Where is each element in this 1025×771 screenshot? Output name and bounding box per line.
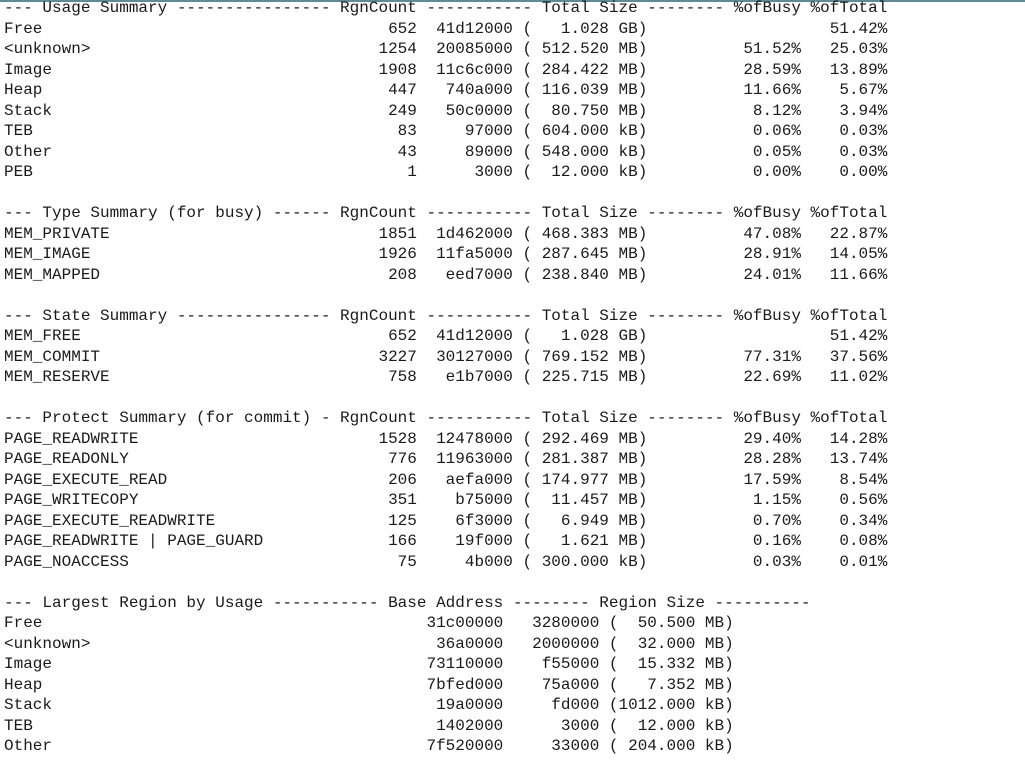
- table-row: PAGE_READWRITE | PAGE_GUARD 166 19f000 ( 1.621 MB) 0.16% 0.08%: [4, 532, 888, 550]
- table-row: Image 1908 11c6c000 ( 284.422 MB) 28.59% 13.89%: [4, 60, 888, 79]
- section-type-summary: [4, 203, 887, 285]
- table-row: Other 43 89000 ( 548.000 kB) 0.05% 0.03%: [4, 142, 888, 161]
- table-row: TEB 83 97000 ( 604.000 kB) 0.06% 0.03%: [4, 122, 888, 140]
- table-row: Image 73110000 f55000 ( 15.332 MB): [4, 655, 734, 673]
- table-row: PAGE_WRITECOPY 351 b75000 ( 11.457 MB) 1.15% 0.56%: [4, 491, 888, 509]
- table-row: PAGE_EXECUTE_READ 206 aefa000 ( 174.977 MB) 17.59% 8.54%: [4, 470, 888, 489]
- table-row: Free 652 41d12000 ( 1.028 GB) 51.42%: [4, 19, 888, 38]
- table-row: PEB 1 3000 ( 12.000 kB) 0.00% 0.00%: [4, 163, 888, 181]
- table-row: PAGE_NOACCESS 75 4b000 ( 300.000 kB) 0.03% 0.01%: [4, 552, 888, 571]
- table-row: MEM_IMAGE 1926 11fa5000 ( 287.645 MB) 28.91% 14.05%: [4, 245, 888, 263]
- table-row: <unknown> 1254 20085000 ( 512.520 MB) 51.52% 25.03%: [4, 40, 888, 58]
- table-row: <unknown> 36a0000 2000000 ( 32.000 MB): [4, 634, 734, 653]
- table-row: Stack 19a0000 fd000 (1012.000 kB): [4, 696, 734, 714]
- debugger-output-pane[interactable]: [4, 0, 887, 757]
- table-row: Stack 249 50c0000 ( 80.750 MB) 8.12% 3.94%: [4, 101, 888, 120]
- section-header: --- Largest Region by Usage ----------- Base Address -------- Region Size ----------: [4, 593, 811, 612]
- table-row: TEB 1402000 3000 ( 12.000 kB): [4, 716, 734, 735]
- table-row: Free 31c00000 3280000 ( 50.500 MB): [4, 614, 734, 632]
- section-header: --- Usage Summary ---------------- RgnCount ----------- Total Size -------- %ofBusy %ofTotal: [4, 0, 888, 17]
- section-header: --- Type Summary (for busy) ------ RgnCount ----------- Total Size -------- %ofBusy %ofTotal: [4, 204, 888, 222]
- table-row: Other 7f520000 33000 ( 204.000 kB): [4, 737, 734, 755]
- table-row: Heap 7bfed000 75a000 ( 7.352 MB): [4, 675, 734, 694]
- section-usage-summary: [4, 0, 887, 183]
- table-row: PAGE_READONLY 776 11963000 ( 281.387 MB) 28.28% 13.74%: [4, 450, 888, 468]
- table-row: MEM_COMMIT 3227 30127000 ( 769.152 MB) 77.31% 37.56%: [4, 347, 888, 366]
- section-protect-summary: [4, 408, 887, 572]
- table-row: MEM_MAPPED 208 eed7000 ( 238.840 MB) 24.01% 11.66%: [4, 265, 888, 284]
- section-header: --- State Summary ---------------- RgnCount ----------- Total Size -------- %ofBusy %ofTotal: [4, 306, 888, 325]
- table-row: Heap 447 740a000 ( 116.039 MB) 11.66% 5.67%: [4, 81, 888, 99]
- section-state-summary: [4, 306, 887, 388]
- table-row: MEM_PRIVATE 1851 1d462000 ( 468.383 MB) 47.08% 22.87%: [4, 224, 888, 243]
- section-header: --- Protect Summary (for commit) - RgnCount ----------- Total Size -------- %ofBusy %ofTotal: [4, 409, 888, 427]
- table-row: MEM_RESERVE 758 e1b7000 ( 225.715 MB) 22.69% 11.02%: [4, 368, 888, 386]
- section-largest-region: [4, 593, 887, 757]
- table-row: PAGE_READWRITE 1528 12478000 ( 292.469 MB) 29.40% 14.28%: [4, 429, 888, 448]
- table-row: MEM_FREE 652 41d12000 ( 1.028 GB) 51.42%: [4, 327, 888, 345]
- table-row: PAGE_EXECUTE_READWRITE 125 6f3000 ( 6.949 MB) 0.70% 0.34%: [4, 511, 888, 530]
